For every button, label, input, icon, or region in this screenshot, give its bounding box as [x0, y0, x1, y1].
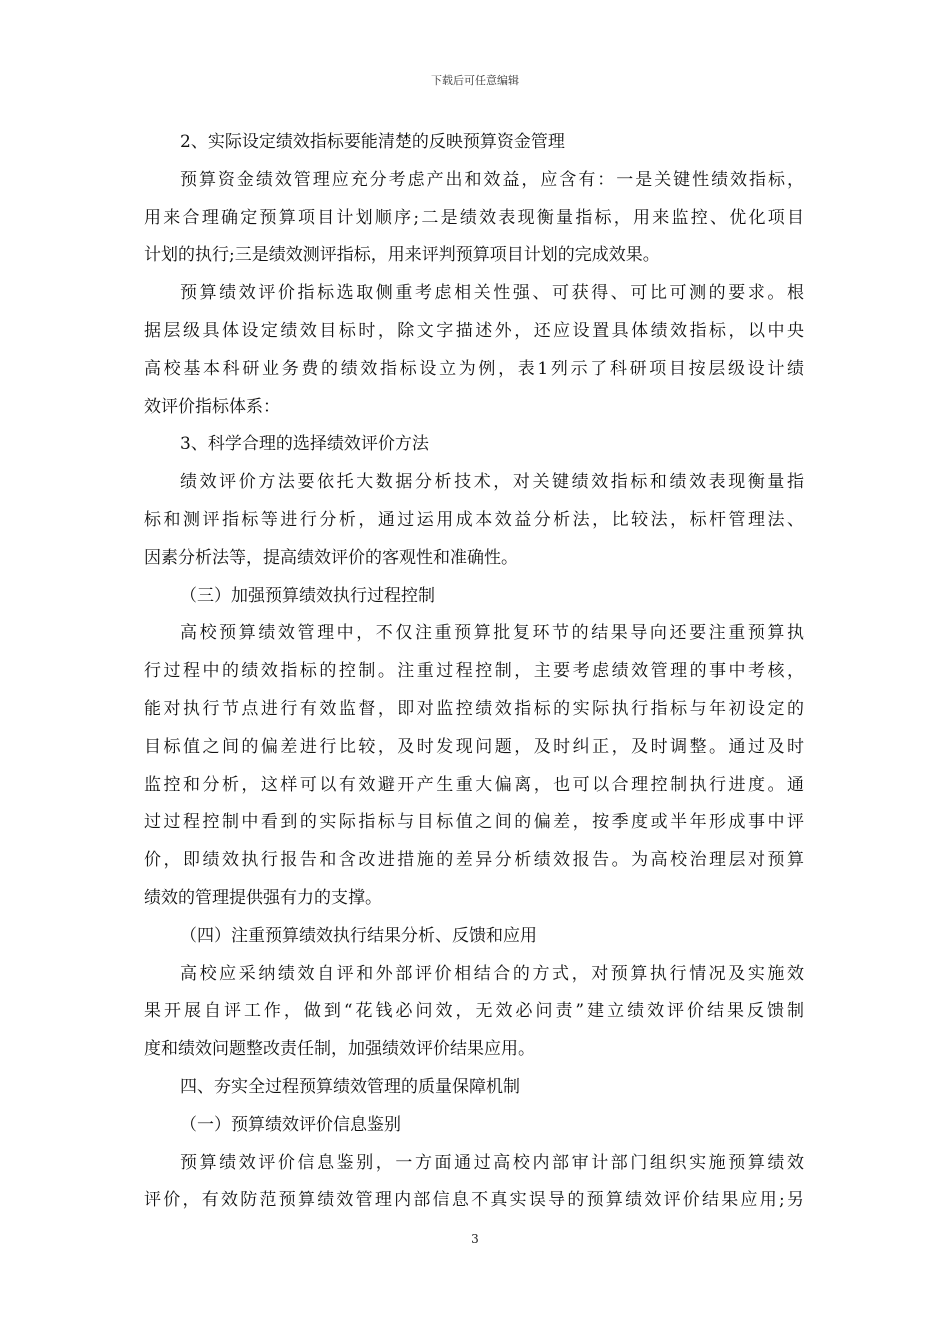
section-heading: 2、实际设定绩效指标要能清楚的反映预算资金管理 — [180, 132, 565, 152]
paragraph-line: 评价，有效防范预算绩效管理内部信息不真实误导的预算绩效评价结果应用;另 — [144, 1190, 804, 1211]
paragraph-line: 监控和分析，这样可以有效避开产生重大偏离，也可以合理控制执行进度。通 — [144, 774, 804, 795]
paragraph-line: 据层级具体设定绩效目标时，除文字描述外，还应设置具体绩效指标，以中央 — [144, 320, 804, 341]
paragraph-line: 高校基本科研业务费的绩效指标设立为例，表1列示了科研项目按层级设计绩 — [144, 358, 804, 379]
section-heading: （一）预算绩效评价信息鉴别 — [180, 1114, 401, 1135]
paragraph-line: 度和绩效问题整改责任制，加强绩效评价结果应用。 — [144, 1039, 535, 1060]
paragraph-line: 预算绩效评价信息鉴别，一方面通过高校内部审计部门组织实施预算绩效 — [180, 1152, 804, 1173]
paragraph-line: 高校应采纳绩效自评和外部评价相结合的方式，对预算执行情况及实施效 — [180, 963, 804, 984]
section-heading: （四）注重预算绩效执行结果分析、反馈和应用 — [180, 925, 537, 946]
paragraph-line: 预算资金绩效管理应充分考虑产出和效益，应含有：一是关键性绩效指标， — [180, 169, 804, 190]
paragraph-line: 目标值之间的偏差进行比较，及时发现问题，及时纠正，及时调整。通过及时 — [144, 736, 804, 757]
section-heading: 四、夯实全过程预算绩效管理的质量保障机制 — [180, 1076, 520, 1097]
paragraph-line: 计划的执行;三是绩效测评指标，用来评判预算项目计划的完成效果。 — [144, 245, 660, 266]
page-number: 3 — [471, 1232, 479, 1246]
paragraph-line: 高校预算绩效管理中，不仅注重预算批复环节的结果导向还要注重预算执 — [180, 623, 804, 644]
document-body — [144, 124, 804, 1220]
paragraph-line: 预算绩效评价指标选取侧重考虑相关性强、可获得、可比可测的要求。根 — [180, 283, 804, 304]
section-heading: 3、科学合理的选择绩效评价方法 — [180, 434, 429, 455]
paragraph-line: 果开展自评工作，做到“花钱必问效，无效必问责”建立绩效评价结果反馈制 — [144, 1001, 804, 1022]
paragraph-line: 能对执行节点进行有效监督，即对监控绩效指标的实际执行指标与年初设定的 — [144, 698, 804, 719]
paragraph-line: 价，即绩效执行报告和含改进措施的差异分析绩效报告。为高校治理层对预算 — [144, 850, 804, 871]
paragraph-line: 绩效评价方法要依托大数据分析技术，对关键绩效指标和绩效表现衡量指 — [180, 472, 804, 493]
paragraph-line: 效评价指标体系： — [144, 396, 280, 417]
paragraph-line: 绩效的管理提供强有力的支撑。 — [144, 887, 382, 908]
paragraph-line: 因素分析法等，提高绩效评价的客观性和准确性。 — [144, 547, 518, 568]
paragraph-line: 用来合理确定预算项目计划顺序;二是绩效表现衡量指标，用来监控、优化项目 — [144, 207, 804, 228]
paragraph-line: 过过程控制中看到的实际指标与目标值之间的偏差，按季度或半年形成事中评 — [144, 812, 804, 833]
page-header: 下载后可任意编辑 — [431, 74, 519, 87]
section-heading: （三）加强预算绩效执行过程控制 — [180, 585, 435, 606]
paragraph-line: 标和测评指标等进行分析，通过运用成本效益分析法，比较法，标杆管理法、 — [144, 509, 804, 530]
paragraph-line: 行过程中的绩效指标的控制。注重过程控制，主要考虑绩效管理的事中考核， — [144, 661, 804, 682]
